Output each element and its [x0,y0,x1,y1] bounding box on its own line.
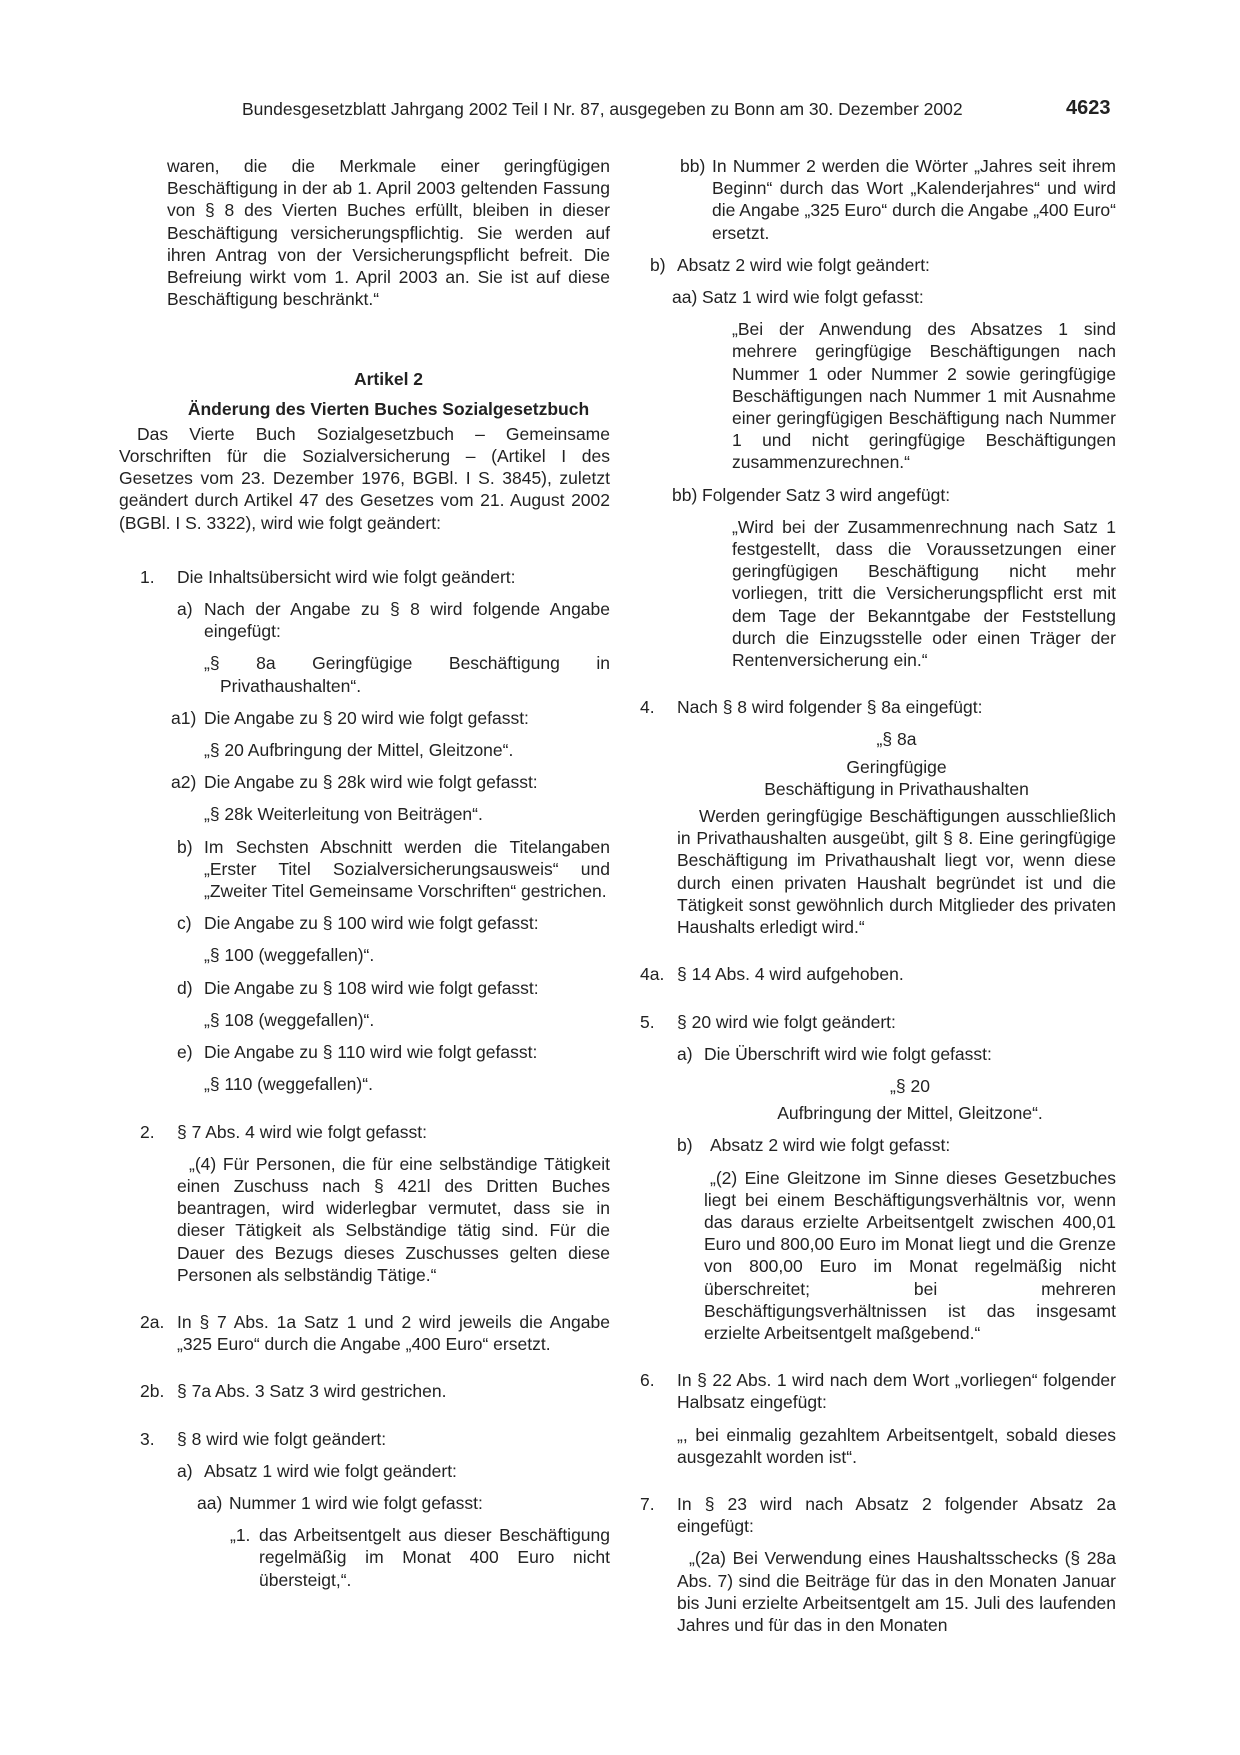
item-text: Absatz 2 wird wie folgt gefasst: [710,1135,951,1156]
running-header: Bundesgesetzblatt Jahrgang 2002 Teil I Nr. 87, ausgegeben zu Bonn am 30. Dezember 2002 [242,99,963,119]
item-text: Nach § 8 wird folgender § 8a eingefügt: [677,697,983,718]
list-item-2a [140,1311,610,1355]
item-label: a2) [171,772,197,793]
quote-absatz-2a: „(2a) Bei Verwendung eines Haushaltsschecks (§ 28a Abs. 7) sind die Beiträge für das in den Monaten Januar bis Juni erzielte Arbeitsentgelt am 15. Juli des laufenden Jahres und für das in den Monaten [677,1548,1116,1635]
item-text: Die Angabe zu § 110 wird wie folgt gefasst: [204,1042,538,1063]
item-text: Die Inhaltsübersicht wird wie folgt geändert: [177,566,516,587]
list-item-3a-bb [680,155,1116,244]
item-number: 4a. [640,964,665,985]
item-text: § 14 Abs. 4 wird aufgehoben. [677,964,904,985]
list-item-7 [640,1493,1116,1537]
item-label: aa) [672,287,698,308]
right-column [640,155,1116,1636]
body-8a: Werden geringfügige Beschäftigungen ausschließlich in Privathaushalten ausgeübt, gilt § 8. Eine geringfügige Beschäftigung im Privathaushalt liegt vor, wenn diese durch einen privaten Haushalt begründet ist und die Tätigkeit sonst gewöhnlich durch Mitglieder des privaten Haushalts erledigt wird.“ [677,806,1116,938]
list-item-3b-aa [672,286,1116,308]
item-text: Die Angabe zu § 108 wird wie folgt gefasst: [204,977,539,998]
item-number: 1. [140,566,155,587]
item-text: § 7a Abs. 3 Satz 3 wird gestrichen. [177,1381,447,1402]
item-text: Nummer 1 wird wie folgt gefasst: [229,1492,483,1513]
list-item-2b [140,1380,610,1402]
list-item-1c [177,912,610,934]
item-text: Satz 1 wird wie folgt gefasst: [702,287,924,308]
quote-text: das Arbeitsentgelt aus dieser Beschäftigung regelmäßig im Monat 400 Euro nicht übersteigt,“. [259,1525,610,1590]
item-text: In § 7 Abs. 1a Satz 1 und 2 wird jeweils die Angabe „325 Euro“ durch die Angabe „400 Euro“ ersetzt. [177,1311,610,1355]
list-item-5a [677,1043,1116,1065]
item-number: 3. [140,1428,155,1449]
item-text: Folgender Satz 3 wird angefügt: [702,484,951,505]
quote-label: „1. [230,1525,251,1546]
list-item-1b [177,836,610,903]
item-number: 2. [140,1121,155,1142]
item-label: a) [677,1043,693,1064]
paragraph-sign-8a: „§ 8a [876,729,917,750]
item-number: 5. [640,1011,655,1032]
list-item-3b [650,254,1116,276]
left-column [119,155,610,1591]
article-heading: Änderung des Vierten Buches Sozialgesetzbuch [187,398,590,419]
item-label: aa) [197,1492,223,1513]
item-text: Absatz 1 wird wie folgt geändert: [204,1460,457,1481]
list-item-3b-bb [672,484,1116,506]
item-text: Die Überschrift wird wie folgt gefasst: [704,1043,992,1064]
list-item-5 [640,1011,1116,1033]
list-item-6 [640,1369,1116,1413]
quote-7-abs-4: „(4) Für Personen, die für eine selbständige Tätigkeit einen Zuschuss nach § 421l des Dritten Buches beantragen, wird widerlegbar vermutet, dass sie in dieser Tätigkeit als Selbständige tätig sind. Für die Dauer des Bezugs dieses Zuschusses gelten diese Personen als selbständig Tätige.“ [177,1153,610,1285]
quote-nummer-1 [230,1524,610,1591]
list-item-1e [177,1041,610,1063]
quote-28k: „§ 28k Weiterleitung von Beiträgen“. [204,804,483,825]
list-item-1a2 [171,771,610,793]
heading-8a-line-1: Geringfügige [846,756,947,777]
item-label: c) [177,913,192,934]
quote-halbsatz: „, bei einmalig gezahltem Arbeitsentgelt, sobald dieses ausgezahlt worden ist“. [677,1424,1116,1467]
page-number: 4623 [1066,97,1111,119]
item-label: e) [177,1042,193,1063]
list-item-5b [677,1134,1116,1156]
list-item-4a [640,963,1116,985]
quote-20: „§ 20 Aufbringung der Mittel, Gleitzone“. [204,740,514,761]
item-label: b) [177,836,193,857]
quote-108: „§ 108 (weggefallen)“. [204,1009,375,1030]
item-text: In Nummer 2 werden die Wörter „Jahres seit ihrem Beginn“ durch das Wort „Kalenderjahres“ und wird die Angabe „325 Euro“ durch die Angabe „400 Euro“ ersetzt. [712,156,1116,243]
list-item-4 [640,696,1116,718]
list-item-1a [177,598,610,642]
item-number: 2a. [140,1311,165,1332]
continued-paragraph: waren, die die Merkmale einer geringfügigen Beschäftigung in der ab 1. April 2003 geltenden Fassung von § 8 des Vierten Buches erfüllt, bleiben in dieser Beschäftigung versicherungspflichtig. Sie werden auf ihren Antrag von der Versicherungspflicht befreit. Die Befreiung wirkt vom 1. April 2003 an. Sie ist auf diese Beschäftigung beschränkt.“ [167,156,610,310]
item-label: a) [177,599,193,620]
item-number: 6. [640,1370,655,1391]
quote-110: „§ 110 (weggefallen)“. [204,1074,373,1095]
item-text: § 8 wird wie folgt geändert: [177,1428,387,1449]
item-label: b) [677,1135,693,1156]
article-intro: Das Vierte Buch Sozialgesetzbuch – Gemeinsame Vorschriften für die Sozialversicherung – (Artikel I des Gesetzes vom 23. Dezember 1976, BGBl. I S. 3845), zuletzt geändert durch Artikel 47 des Gesetzes vom 21. August 2002 (BGBl. I S. 3322), wird wie folgt geändert: [119,423,610,533]
item-text: Nach der Angabe zu § 8 wird folgende Angabe eingefügt: [204,599,610,642]
item-text: Im Sechsten Abschnitt werden die Titelangaben „Erster Titel Sozialversicherungsausweis“ und „Zweiter Titel Gemeinsame Vorschriften“ gestrichen. [204,836,610,902]
quote-20-abs-2: „(2) Eine Gleitzone im Sinne dieses Gesetzbuches liegt bei einem Beschäftigungsverhältnis vor, wenn das daraus erzielte Arbeitsentgelt zwischen 400,01 Euro und 800,00 Euro im Monat liegt und die Grenze von 800,00 Euro im Monat regelmäßig nicht überschreitet; bei mehreren Beschäftigungsverhältnissen ist das insgesamt erzielte Arbeitsentgelt maßgebend.“ [704,1167,1116,1343]
quote-8a [204,652,610,696]
item-label: d) [177,977,193,998]
quote-text: „§ 8a Geringfügige Beschäftigung in Privathaushalten“. [204,653,610,696]
item-text: Die Angabe zu § 28k wird wie folgt gefasst: [204,772,538,793]
item-text: § 20 wird wie folgt geändert: [677,1011,896,1032]
heading-8a-line-2: Beschäftigung in Privathaushalten [764,778,1029,799]
item-label: a1) [171,707,197,728]
list-item-1 [140,566,610,588]
item-text: In § 23 wird nach Absatz 2 folgender Absatz 2a eingefügt: [677,1493,1116,1537]
article-title: Artikel 2 [353,369,424,390]
quote-satz-1: „Bei der Anwendung des Absatzes 1 sind mehrere geringfügige Beschäftigungen nach Nummer 1 oder Nummer 2 sowie geringfügige Beschäftigungen nach Nummer 1 mit Ausnahme einer geringfügigen Beschäftigung nach Nummer 1 und nicht geringfügige Beschäftigungen zusammenzurechnen.“ [732,319,1116,473]
list-item-3a-aa [197,1492,610,1514]
item-text: In § 22 Abs. 1 wird nach dem Wort „vorliegen“ folgender Halbsatz eingefügt: [677,1370,1116,1413]
list-item-1a1 [171,707,610,729]
item-text: Die Angabe zu § 100 wird wie folgt gefasst: [204,913,539,934]
item-label: bb) [680,156,706,176]
heading-20: Aufbringung der Mittel, Gleitzone“. [777,1103,1043,1124]
list-item-3a [177,1460,610,1482]
list-item-2 [140,1121,610,1143]
quote-satz-3: „Wird bei der Zusammenrechnung nach Satz 1 festgestellt, dass die Voraussetzungen einer geringfügigen Beschäftigung nicht mehr vorliegen, tritt die Versicherungspflicht erst mit dem Tage der Bekanntgabe der Feststellung durch die Einzugsstelle oder einen Träger der Rentenversicherung ein.“ [732,516,1116,671]
item-number: 4. [640,697,655,718]
item-number: 7. [640,1493,655,1514]
quote-100: „§ 100 (weggefallen)“. [204,945,375,966]
item-label: bb) [672,484,698,505]
item-label: b) [650,254,666,275]
list-item-1d [177,977,610,999]
item-number: 2b. [140,1381,165,1402]
item-text: Absatz 2 wird wie folgt geändert: [677,254,930,275]
item-text: § 7 Abs. 4 wird wie folgt gefasst: [177,1121,427,1142]
item-label: a) [177,1460,193,1481]
list-item-3 [140,1428,610,1450]
item-text: Die Angabe zu § 20 wird wie folgt gefasst: [204,707,529,728]
paragraph-sign-20: „§ 20 [890,1075,930,1096]
